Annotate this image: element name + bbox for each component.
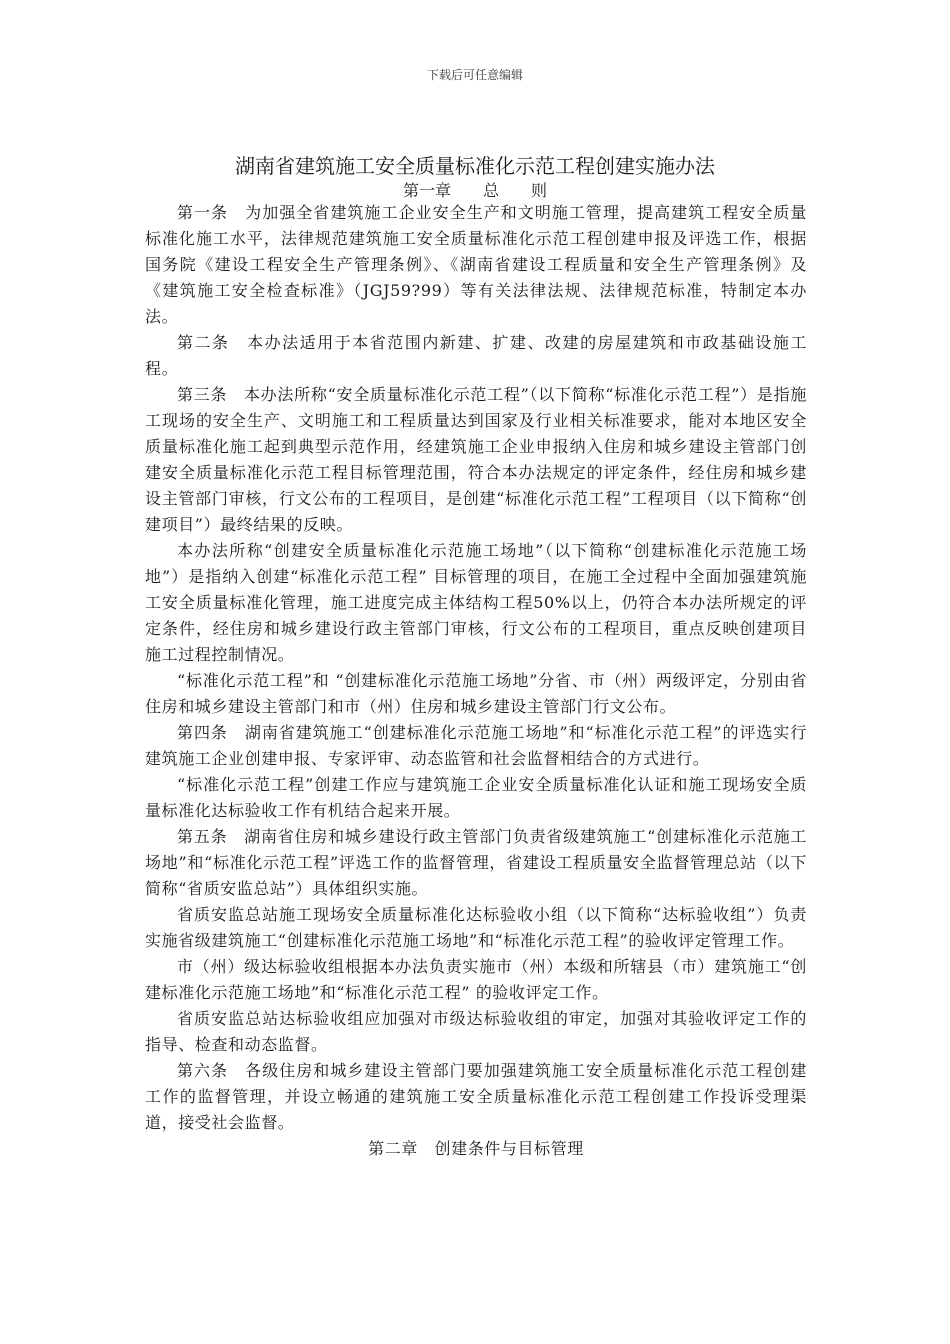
chapter-heading: 第二章 创建条件与目标管理: [368, 1139, 584, 1158]
paragraph: 市（州）级达标验收组根据本办法负责实施市（州）本级和所辖县（市）建筑施工“创建标准化示范施工场地”和“标准化示范工程” 的验收评定工作。: [145, 957, 807, 1002]
paragraph: “标准化示范工程”和 “创建标准化示范施工场地”分省、市（州）两级评定，分别由省住房和城乡建设主管部门和市（州）住房和城乡建设主管部门行文公布。: [145, 671, 807, 716]
paragraph: 第四条 湖南省建筑施工“创建标准化示范施工场地”和“标准化示范工程”的评选实行建筑施工企业创建申报、专家评审、动态监管和社会监督相结合的方式进行。: [145, 723, 807, 768]
paragraph: “标准化示范工程”创建工作应与建筑施工企业安全质量标准化认证和施工现场安全质量标准化达标验收工作有机结合起来开展。: [145, 775, 807, 820]
chapter-heading: 第一章 总 则: [402, 181, 547, 200]
paragraph: 本办法所称“创建安全质量标准化示范施工场地”（以下简称“创建标准化示范施工场地”）是指纳入创建“标准化示范工程” 目标管理的项目，在施工全过程中全面加强建筑施工安全质量标准化管理，施工进度完成主体结构工程50%以上，仍符合本办法所规定的评定条件，经住房和城乡建设行政主管部门审核，行文公布的工程项目，重点反映创建项目施工过程控制情况。: [145, 541, 807, 664]
document-body: [145, 200, 807, 1162]
paragraph: 第二条 本办法适用于本省范围内新建、扩建、改建的房屋建筑和市政基础设施工程。: [145, 333, 807, 378]
paragraph: 第三条 本办法所称“安全质量标准化示范工程”（以下简称“标准化示范工程”）是指施工现场的安全生产、文明施工和工程质量达到国家及行业相关标准要求，能对本地区安全质量标准化施工起到典型示范作用，经建筑施工企业申报纳入住房和城乡建设主管部门创建安全质量标准化示范工程目标管理范围，符合本办法规定的评定条件，经住房和城乡建设主管部门审核，行文公布的工程项目，是创建“标准化示范工程”工程项目（以下简称“创建项目”）最终结果的反映。: [145, 385, 807, 534]
paragraph: 第一条 为加强全省建筑施工企业安全生产和文明施工管理，提高建筑工程安全质量标准化施工水平，法律规范建筑施工安全质量标准化示范工程创建申报及评选工作，根据国务院《建设工程安全生产管理条例》、《湖南省建设工程质量和安全生产管理条例》及《建筑施工安全检查标准》（JGJ59?99）等有关法律法规、法律规范标准，特制定本办法。: [145, 203, 807, 326]
paragraph: 省质安监总站施工现场安全质量标准化达标验收小组（以下简称“达标验收组”）负责实施省级建筑施工“创建标准化示范施工场地”和“标准化示范工程”的验收评定管理工作。: [145, 905, 807, 950]
paragraph: 第五条 湖南省住房和城乡建设行政主管部门负责省级建筑施工“创建标准化示范施工场地”和“标准化示范工程”评选工作的监督管理，省建设工程质量安全监督管理总站（以下简称“省质安监总站”）具体组织实施。: [145, 827, 807, 898]
paragraph: 第六条 各级住房和城乡建设主管部门要加强建筑施工安全质量标准化示范工程创建工作的监督管理，并设立畅通的建筑施工安全质量标准化示范工程创建工作投诉受理渠道，接受社会监督。: [145, 1061, 807, 1132]
paragraph: 省质安监总站达标验收组应加强对市级达标验收组的审定，加强对其验收评定工作的指导、检查和动态监督。: [145, 1009, 807, 1054]
document-title: 湖南省建筑施工安全质量标准化示范工程创建实施办法: [235, 154, 715, 178]
header-note: 下载后可任意编辑: [426, 68, 523, 82]
